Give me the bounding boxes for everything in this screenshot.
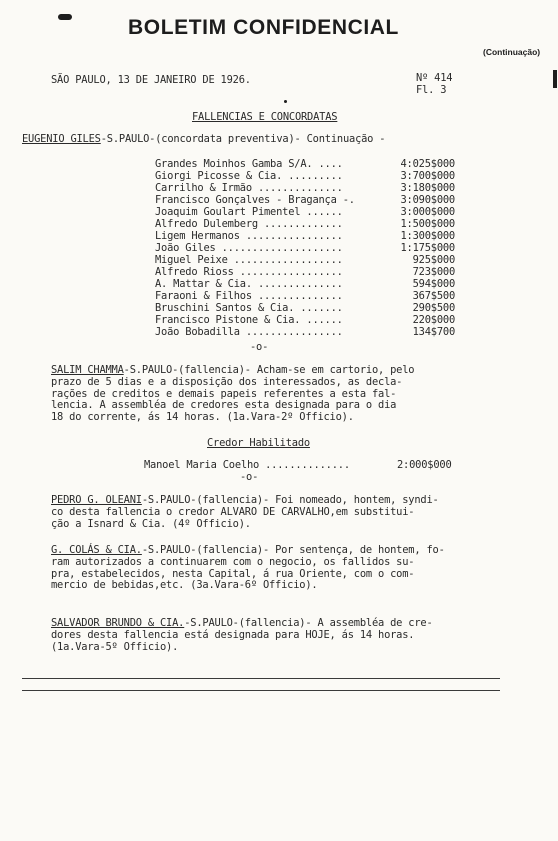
entry-text: -S.PAULO-(concordata preventiva)- Continuação - xyxy=(100,133,386,145)
pedro-entry xyxy=(51,495,439,530)
credor-name: Manoel Maria Coelho .............. xyxy=(144,459,350,471)
creditor-amount: 3:000$000 xyxy=(400,206,455,218)
creditor-name: João Giles .................... xyxy=(155,242,343,254)
creditor-row xyxy=(155,170,455,182)
bulletin-number: Nº 414 xyxy=(416,72,453,84)
entry-text-line: mercio de bebidas,etc. (3a.Vara-6º Officio). xyxy=(51,579,318,592)
entry-text-line: -S.PAULO-(fallencia)- Foi nomeado, hontem, syndi- xyxy=(141,494,439,506)
entry-text-line: dores desta fallencia está designada para HOJE, ás 14 horas. xyxy=(51,628,415,641)
scan-speck xyxy=(284,100,287,103)
creditor-row xyxy=(155,266,455,278)
creditor-amount: 367$500 xyxy=(412,290,455,302)
company-name: G. COLÁS & CIA. xyxy=(51,544,142,556)
company-name: SALIM CHAMMA xyxy=(51,364,124,376)
creditor-amount: 1:175$000 xyxy=(400,242,455,254)
entry-text-line: lencia. A assembléa de credores esta designada para o dia xyxy=(51,399,397,412)
place-date: SÃO PAULO, 13 DE JANEIRO DE 1926. xyxy=(51,74,251,86)
creditor-amount: 3:090$000 xyxy=(400,194,455,206)
entry-text-line: -S.PAULO-(fallencia)- Acham-se em cartorio, pelo xyxy=(123,364,415,376)
credor-heading: Credor Habilitado xyxy=(207,437,310,449)
scan-speck xyxy=(58,14,72,20)
company-name: SALVADOR BRUNDO & CIA. xyxy=(51,617,185,629)
entry-text-line: (1a.Vara-5º Officio). xyxy=(51,640,179,653)
creditor-name: A. Mattar & Cia. .............. xyxy=(155,278,343,290)
sheet-number: Fl. 3 xyxy=(416,84,447,96)
creditor-amount: 3:180$000 xyxy=(400,182,455,194)
entry-text-line: -S.PAULO-(fallencia)- Por sentença, de hontem, fo- xyxy=(141,544,445,556)
creditor-row xyxy=(155,302,455,314)
creditor-name: Ligem Hermanos ................ xyxy=(155,230,343,242)
company-name: PEDRO G. OLEANI xyxy=(51,494,142,506)
creditor-amount: 4:025$000 xyxy=(400,158,455,170)
creditor-amount: 290$500 xyxy=(412,302,455,314)
creditor-name: Giorgi Picosse & Cia. ......... xyxy=(155,170,343,182)
closing-rule xyxy=(22,678,500,679)
creditor-amount: 3:700$000 xyxy=(400,170,455,182)
closing-rule xyxy=(22,690,500,691)
creditor-name: Grandes Moinhos Gamba S/A. .... xyxy=(155,158,343,170)
separator: -o- xyxy=(250,341,269,353)
creditor-amount: 220$000 xyxy=(412,314,455,326)
entry-text-line: prazo de 5 dias e a disposição dos interessados, as decla- xyxy=(51,375,403,388)
entry-text-line: -S.PAULO-(fallencia)- A assembléa de cre- xyxy=(184,617,433,629)
creditor-name: Alfredo Rioss ................. xyxy=(155,266,343,278)
creditor-name: Miguel Peixe .................. xyxy=(155,254,343,266)
creditor-name: Francisco Gonçalves - Bragança -. xyxy=(155,194,355,206)
creditor-name: Bruschini Santos & Cia. ....... xyxy=(155,302,343,314)
continuation-note: (Continuação) xyxy=(483,47,541,57)
credor-amount: 2:000$000 xyxy=(397,459,452,471)
entry-text-line: 18 do corrente, ás 14 horas. (1a.Vara-2º Officio). xyxy=(51,411,354,424)
creditor-amount: 134$700 xyxy=(412,326,455,338)
colas-entry xyxy=(51,545,445,592)
entry-text-line: rações de creditos e demais papeis referentes a esta fal- xyxy=(51,387,397,400)
entry-text-line: pra, estabelecidos, nesta Capital, á rua Oriente, com o com- xyxy=(51,567,415,580)
company-name: EUGENIO GILES xyxy=(22,133,101,145)
creditor-row xyxy=(155,230,455,242)
creditor-name: Francisco Pistone & Cia. ...... xyxy=(155,314,343,326)
creditor-amount: 1:300$000 xyxy=(400,230,455,242)
creditor-row xyxy=(155,182,455,194)
creditor-row xyxy=(155,158,455,170)
creditor-name: Faraoni & Filhos .............. xyxy=(155,290,343,302)
creditor-row xyxy=(155,242,455,254)
creditor-row xyxy=(155,314,455,326)
creditor-amount: 925$000 xyxy=(412,254,455,266)
entry-text-line: ção a Isnard & Cia. (4º Officio). xyxy=(51,517,251,530)
creditor-row xyxy=(155,218,455,230)
creditor-row xyxy=(155,194,455,206)
creditor-name: Carrilho & Irmão .............. xyxy=(155,182,343,194)
eugenio-entry xyxy=(22,133,385,145)
creditor-name: Alfredo Dulemberg ............. xyxy=(155,218,343,230)
scan-speck xyxy=(553,70,557,88)
creditor-row xyxy=(155,278,455,290)
creditor-row xyxy=(155,290,455,302)
creditor-amount: 1:500$000 xyxy=(400,218,455,230)
entry-text-line: ram autorizados a continuarem com o negocio, os fallidos su- xyxy=(51,555,415,568)
creditor-amount: 723$000 xyxy=(412,266,455,278)
document-title: BOLETIM CONFIDENCIAL xyxy=(128,16,399,39)
salvador-entry xyxy=(51,618,433,653)
creditor-name: João Bobadilla ................ xyxy=(155,326,343,338)
separator: -o- xyxy=(240,471,259,483)
salim-entry xyxy=(51,365,414,424)
section-title: FALLENCIAS E CONCORDATAS xyxy=(192,111,338,123)
creditor-row xyxy=(155,326,455,338)
creditor-name: Joaquim Goulart Pimentel ...... xyxy=(155,206,343,218)
entry-text-line: co desta fallencia o credor ALVARO DE CARVALHO,em substitui- xyxy=(51,505,415,518)
creditor-amount: 594$000 xyxy=(412,278,455,290)
creditor-row xyxy=(155,254,455,266)
creditor-row xyxy=(155,206,455,218)
